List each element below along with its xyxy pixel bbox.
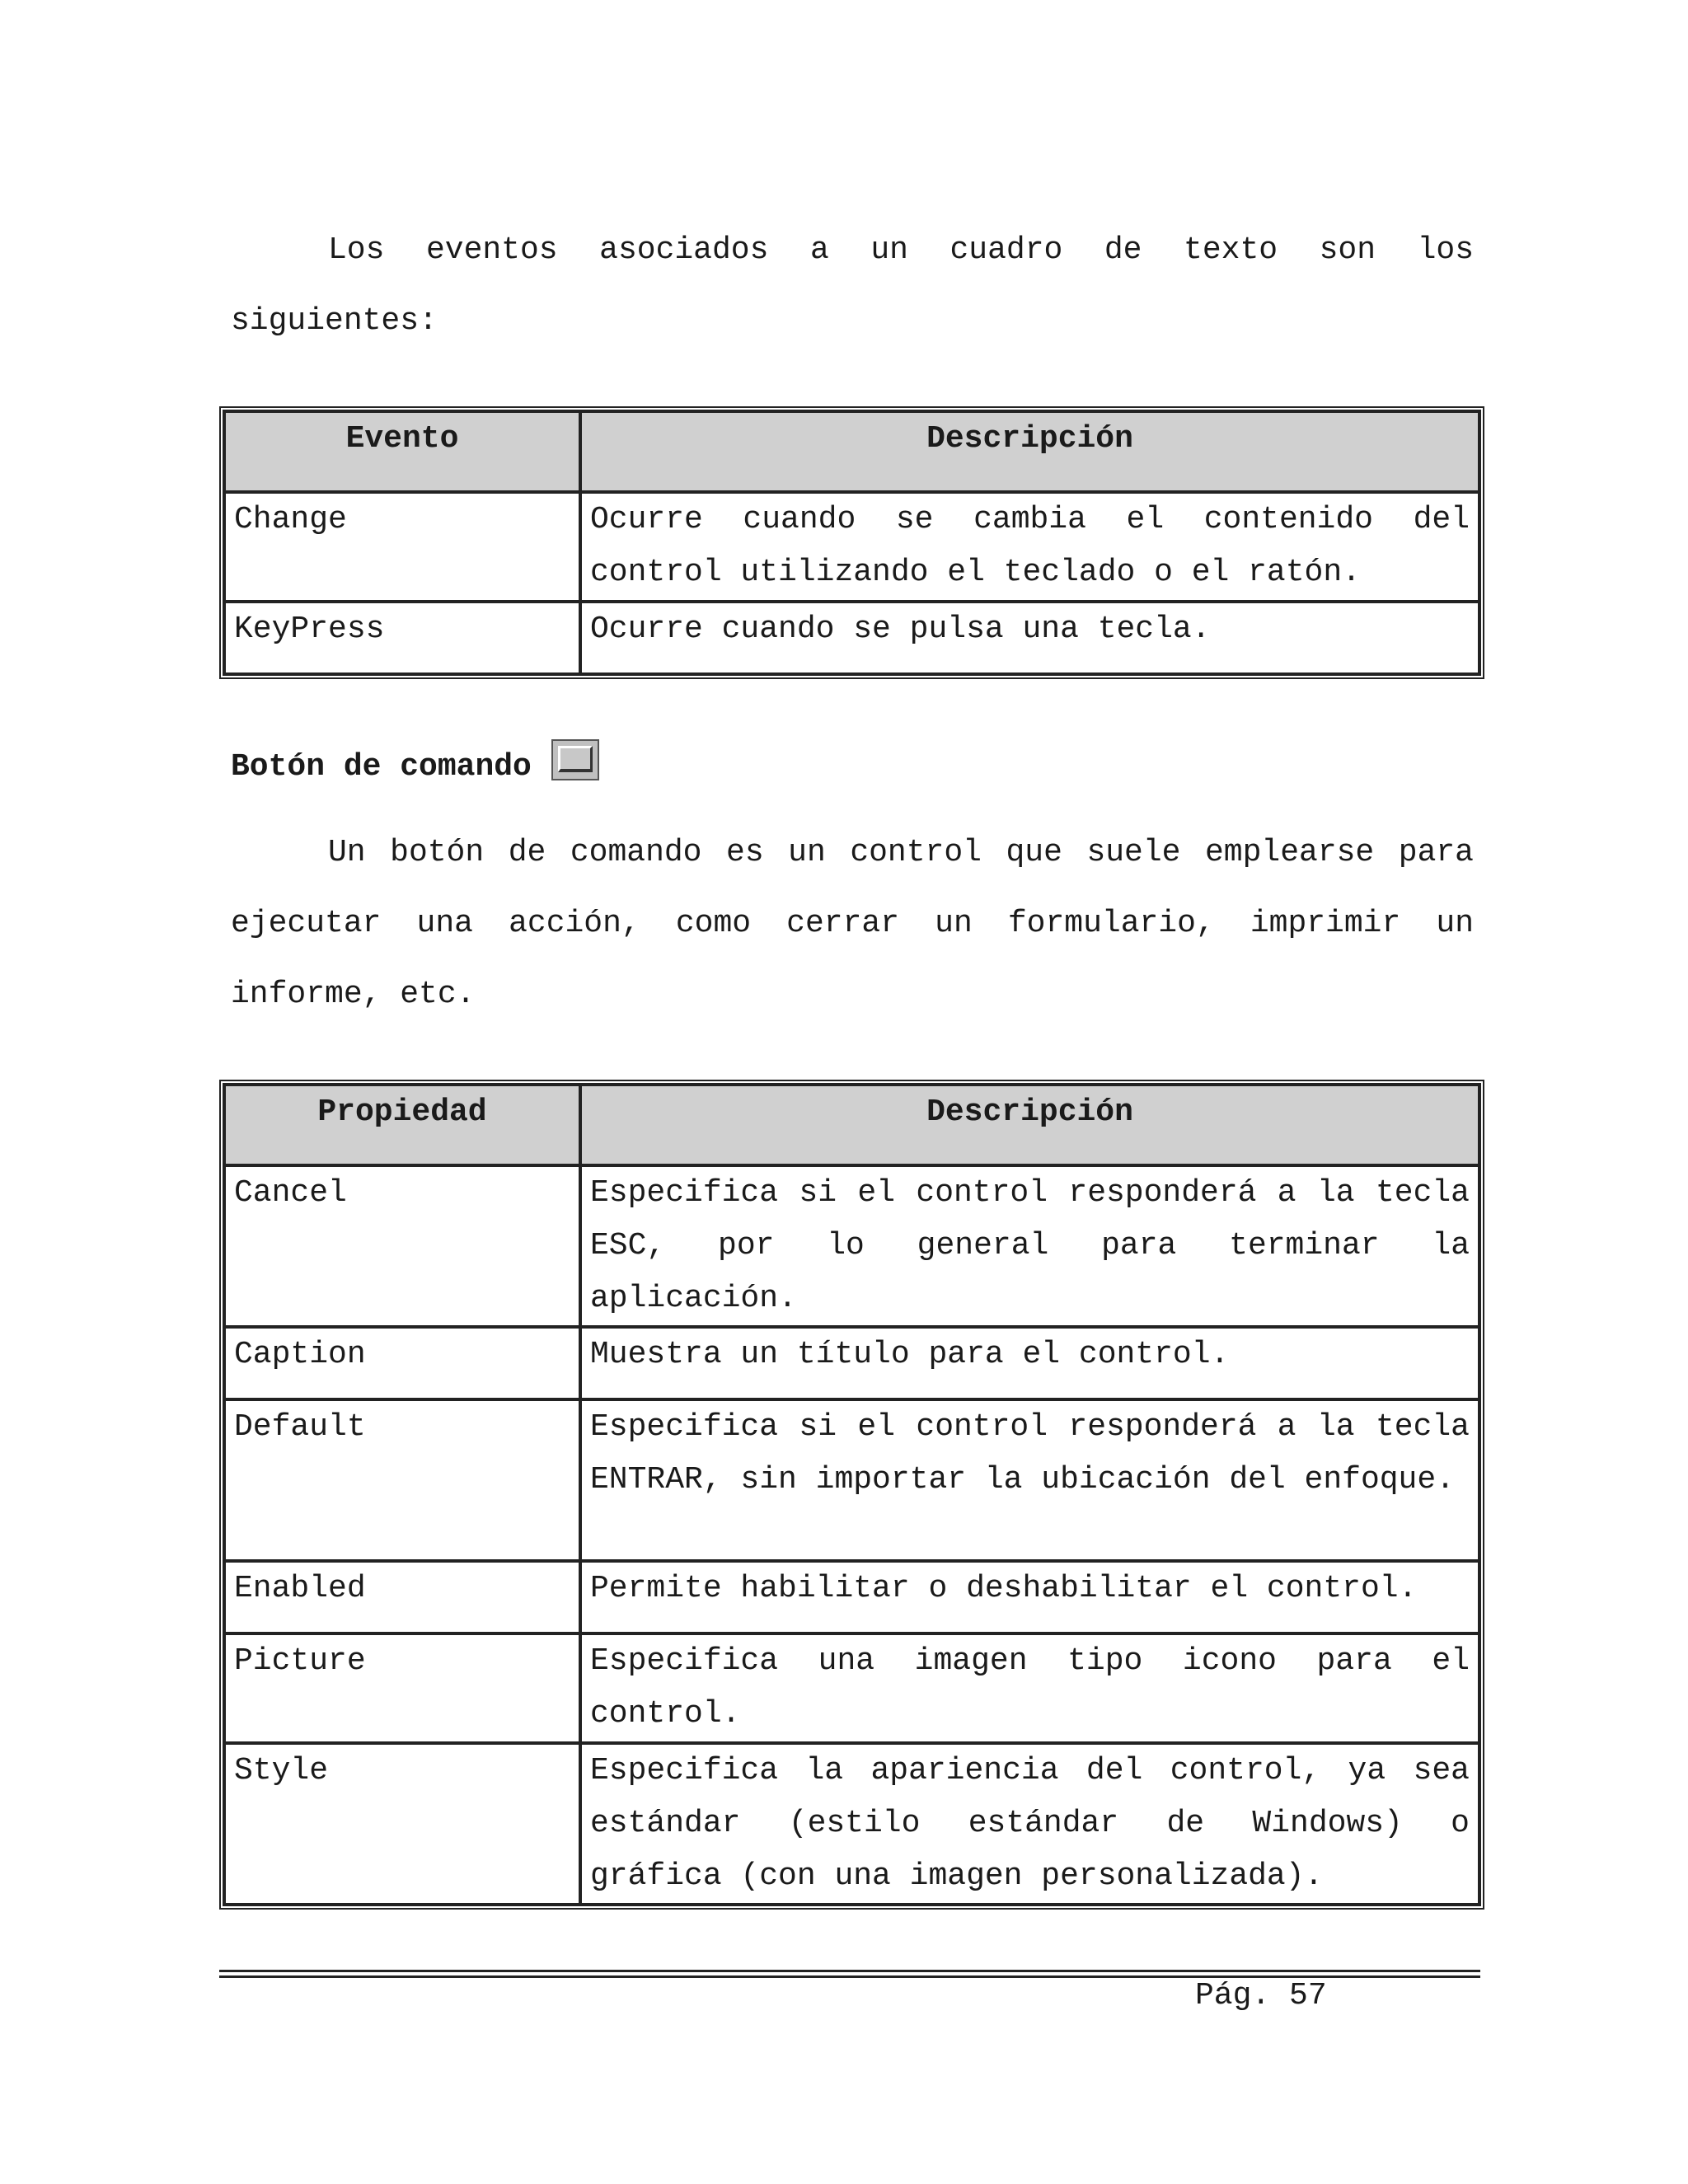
property-name: Enabled <box>224 1561 580 1633</box>
event-name: KeyPress <box>224 602 580 674</box>
table-header-row <box>224 411 1479 492</box>
header-evento: Evento <box>224 411 580 492</box>
table-row <box>224 492 1479 602</box>
property-description: Especifica la apariencia del control, ya sea estándar (estilo estándar de Windows) o gráfica (con una imagen personalizada). <box>580 1743 1479 1905</box>
event-description: Ocurre cuando se pulsa una tecla. <box>580 602 1479 674</box>
properties-table <box>219 1080 1484 1910</box>
table-row <box>224 1633 1479 1743</box>
page-number: Pág. 57 <box>1195 1978 1327 2013</box>
property-name: Cancel <box>224 1165 580 1327</box>
events-table <box>219 406 1484 679</box>
command-button-icon <box>551 739 599 780</box>
property-description: Especifica si el control responderá a la tecla ENTRAR, sin importar la ubicación del enfoque. <box>580 1399 1479 1561</box>
table-row <box>224 1561 1479 1633</box>
property-name: Style <box>224 1743 580 1905</box>
table-header-row <box>224 1085 1479 1165</box>
event-description: Ocurre cuando se cambia el contenido del control utilizando el teclado o el ratón. <box>580 492 1479 602</box>
table-row <box>224 1743 1479 1905</box>
property-description: Permite habilitar o deshabilitar el control. <box>580 1561 1479 1633</box>
footer-divider <box>219 1970 1480 1978</box>
header-descripcion: Descripción <box>580 1085 1479 1165</box>
command-button-paragraph <box>231 818 1474 1030</box>
property-description: Muestra un título para el control. <box>580 1327 1479 1399</box>
header-descripcion: Descripción <box>580 411 1479 492</box>
table-row <box>224 1399 1479 1561</box>
property-name: Picture <box>224 1633 580 1743</box>
table-row <box>224 1327 1479 1399</box>
intro-paragraph <box>231 215 1474 357</box>
command-button-text: Un botón de comando es un control que suele emplearse para ejecutar una acción, como cerrar un formulario, imprimir un informe, etc. <box>231 835 1474 1012</box>
property-name: Default <box>224 1399 580 1561</box>
section-heading-text: Botón de comando <box>231 748 532 785</box>
property-description: Especifica una imagen tipo icono para el control. <box>580 1633 1479 1743</box>
table-row <box>224 1165 1479 1327</box>
header-propiedad: Propiedad <box>224 1085 580 1165</box>
property-description: Especifica si el control responderá a la tecla ESC, por lo general para terminar la aplicación. <box>580 1165 1479 1327</box>
section-heading <box>231 746 599 787</box>
property-name: Caption <box>224 1327 580 1399</box>
intro-text: Los eventos asociados a un cuadro de texto son los siguientes: <box>231 232 1474 339</box>
table-row <box>224 602 1479 674</box>
event-name: Change <box>224 492 580 602</box>
